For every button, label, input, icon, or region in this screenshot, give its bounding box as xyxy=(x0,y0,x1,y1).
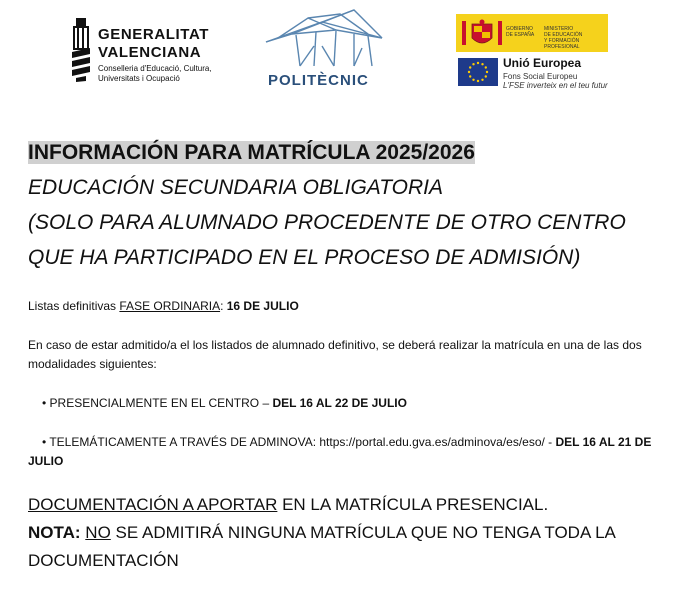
eu-star-icon xyxy=(468,71,470,73)
eu-flag-icon xyxy=(458,58,498,86)
eu-star-icon xyxy=(481,63,483,65)
eu-star-icon xyxy=(486,71,488,73)
eu-star-icon xyxy=(477,80,479,82)
nota-paragraph: NOTA: NO SE ADMITIRÁ NINGUNA MATRÍCULA QUE NO TENGA TODA LA DOCUMENTACIÓN xyxy=(28,523,615,570)
spain-coat-of-arms-icon xyxy=(460,18,504,48)
ue-tagline: L'FSE inverteix en el teu futur xyxy=(503,81,608,90)
politecnic-name: POLITÈCNIC xyxy=(268,72,369,89)
eu-star-icon xyxy=(472,79,474,81)
lists-date: 16 DE JULIO xyxy=(226,299,299,313)
eu-star-icon xyxy=(472,63,474,65)
gva-emblem-icon xyxy=(70,18,92,82)
eu-star-icon xyxy=(477,62,479,64)
gobierno-logo xyxy=(456,14,608,52)
gva-subtitle: Conselleria d'Educació, Cultura, Universitats i Ocupació xyxy=(98,64,212,83)
politecnic-structure-icon xyxy=(262,8,386,70)
ministerio-label: MINISTERIO DE EDUCACIÓN Y FORMACIÓN PROFESIONAL xyxy=(544,26,583,50)
ue-subtitle: Fons Social Europeu xyxy=(503,72,578,81)
eu-star-icon xyxy=(469,75,471,77)
document-body xyxy=(28,136,658,575)
bullet-presencial: • PRESENCIALMENTE EN EL CENTRO – DEL 16 AL 22 DE JULIO xyxy=(42,396,407,410)
gva-title: GENERALITAT VALENCIANA xyxy=(98,26,210,61)
gva-logo xyxy=(70,16,220,88)
politecnic-logo xyxy=(262,8,386,92)
eu-star-icon xyxy=(485,66,487,68)
documentation-heading: DOCUMENTACIÓN A APORTAR EN LA MATRÍCULA PRESENCIAL. xyxy=(28,495,549,514)
phase-label: FASE ORDINARIA xyxy=(119,299,221,313)
gobierno-label: GOBIERNO DE ESPAÑA xyxy=(506,26,535,38)
ue-title: Unió Europea xyxy=(503,56,582,70)
eu-star-icon xyxy=(485,75,487,77)
intro-paragraph: En caso de estar admitido/a el los listados de alumnado definitivo, se deberá realizar la matrícula en una de las dos modalidades siguientes: xyxy=(28,338,642,371)
bullet-telematica: • TELEMÁTICAMENTE A TRAVÉS DE ADMINOVA: https://portal.edu.gva.es/adminova/es/eso/ - DEL 16 AL 21 DE JULIO xyxy=(28,435,652,468)
document-title: INFORMACIÓN PARA MATRÍCULA 2025/2026 xyxy=(28,141,475,164)
document-subtitle: EDUCACIÓN SECUNDARIA OBLIGATORIA (SOLO PARA ALUMNADO PROCEDENTE DE OTRO CENTRO QUE HA PARTICIPADO EN EL PROCESO DE ADMISIÓN) xyxy=(28,176,626,269)
header-logos xyxy=(0,0,682,100)
eu-star-icon xyxy=(469,66,471,68)
eu-star-icon xyxy=(481,79,483,81)
lists-line: Listas definitivas FASE ORDINARIA: 16 DE JULIO xyxy=(28,299,299,313)
